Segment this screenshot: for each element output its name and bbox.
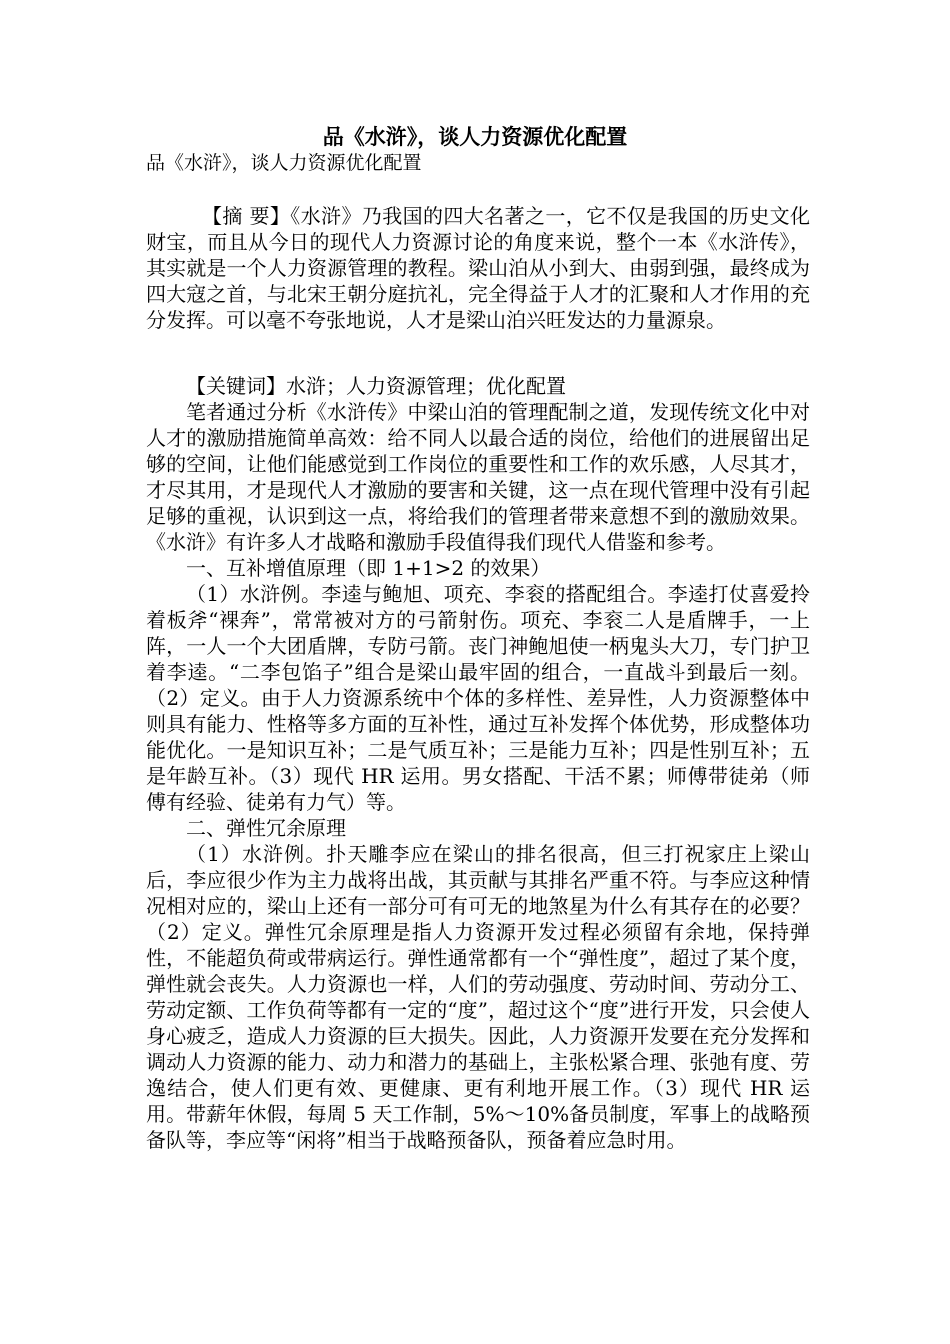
intro-paragraph: 笔者通过分析《水浒传》中梁山泊的管理配制之道，发现传统文化中对人才的激励措施简单高效：给不同人以最合适的岗位，给他们的进展留出足够的空间，让他们能感觉到工作岗位的重要性和工作的欢乐感，人尽其才，才尽其用，才是现代人才激励的要害和关键，这一点在现代管理中没有引起足够的重视，认识到这一点，将给我们的管理者带来意想不到的激励效果。《水浒》有许多人才战略和激励手段值得我们现代人借鉴和参考。 <box>146 400 810 554</box>
abstract-section <box>146 203 810 333</box>
section-heading-1: 一、互补增值原理（即 1+1>2 的效果） <box>186 556 551 580</box>
document-title: 品《水浒》，谈人力资源优化配置 <box>322 124 628 149</box>
section-2-paragraph: （1）水浒例。扑天雕李应在梁山的排名很高，但三打祝家庄上梁山后，李应很少作为主力战将出战，其贡献与其排名严重不符。与李应这种情况相对应的，梁山上还有一部分可有可无的地煞星为什么有其存在的必要？（2）定义。弹性冗余原理是指人力资源开发过程必须留有余地，保持弹性，不能超负荷或带病运行。弹性通常都有一个“弹性度”，超过了某个度，弹性就会丧失。人力资源也一样，人们的劳动强度、劳动时间、劳动分工、劳动定额、工作负荷等都有一定的“度”，超过这个“度”进行开发，只会使人身心疲乏，造成人力资源的巨大损失。因此，人力资源开发要在充分发挥和调动人力资源的能力、动力和潜力的基础上，主张松紧合理、张弛有度、劳逸结合，使人们更有效、更健康、更有利地开展工作。（3）现代 HR 运用。带薪年休假，每周 5 天工作制，5%～10%备员制度，军事上的战略预备队等，李应等“闲将”相当于战略预备队，预备着应急时用。 <box>146 842 810 1152</box>
keywords-paragraph: 【关键词】水浒；人力资源管理；优化配置 <box>186 374 566 398</box>
section-heading-2: 二、弹性冗余原理 <box>186 816 346 840</box>
main-text <box>146 373 810 1153</box>
section-1-paragraph: （1）水浒例。李逵与鲍旭、项充、李衮的搭配组合。李逵打仗喜爱拎着板斧“裸奔”，常常被对方的弓箭射伤。项充、李衮二人是盾牌手，一上阵，一人一个大团盾牌，专防弓箭。丧门神鲍旭使一柄鬼头大刀，专门护卫着李逵。“二李包馅子”组合是梁山最牢固的组合，一直战斗到最后一刻。（2）定义。由于人力资源系统中个体的多样性、差异性，人力资源整体中则具有能力、性格等多方面的互补性，通过互补发挥个体优势，形成整体功能优化。一是知识互补；二是气质互补；三是能力互补；四是性别互补；五是年龄互补。（3）现代 HR 运用。男女搭配、干活不累；师傅带徒弟（师傅有经验、徒弟有力气）等。 <box>146 582 810 814</box>
document-subtitle: 品《水浒》，谈人力资源优化配置 <box>146 152 422 174</box>
abstract-paragraph: 【摘 要】《水浒》乃我国的四大名著之一，它不仅是我国的历史文化财宝，而且从今日的现代人力资源讨论的角度来说，整个一本《水浒传》，其实就是一个人力资源管理的教程。梁山泊从小到大、由弱到强，最终成为四大寇之首，与北宋王朝分庭抗礼，完全得益于人才的汇聚和人才作用的充分发挥。可以毫不夸张地说，人才是梁山泊兴旺发达的力量源泉。 <box>146 204 810 332</box>
